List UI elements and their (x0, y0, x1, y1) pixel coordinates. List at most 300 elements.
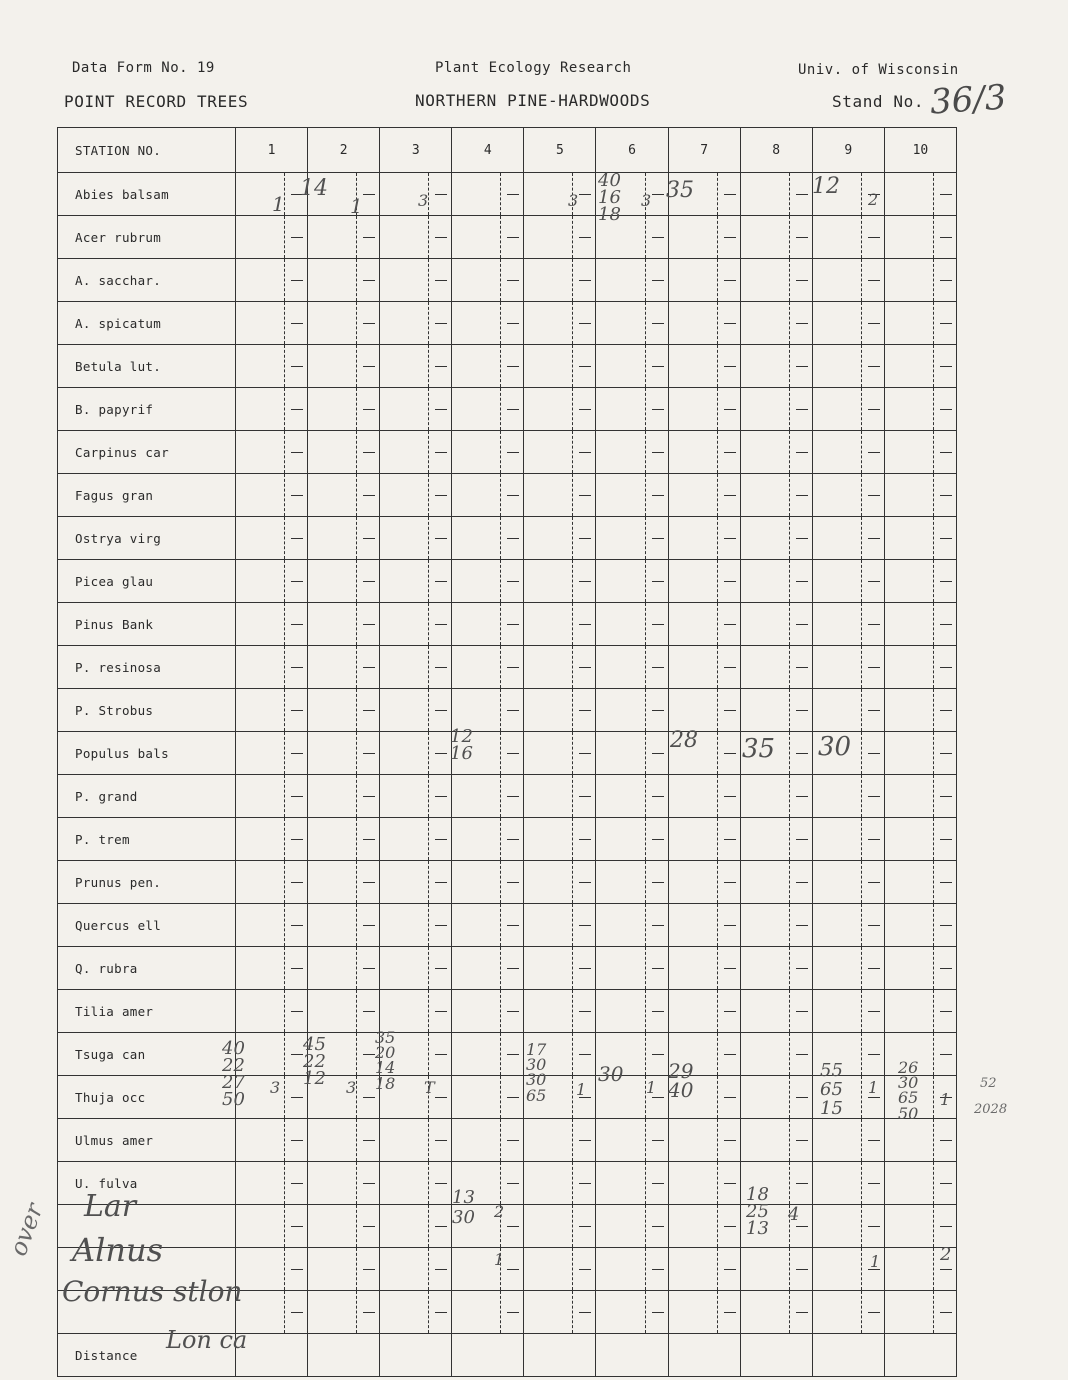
species-row (58, 947, 957, 990)
station-1: 1 (236, 128, 308, 173)
record-cell (884, 603, 956, 646)
record-cell (596, 388, 668, 431)
record-cell (740, 302, 812, 345)
record-cell (740, 646, 812, 689)
record-cell (236, 775, 308, 818)
record-cell (884, 1162, 956, 1205)
record-cell (452, 517, 524, 560)
form-title: POINT RECORD TREES (64, 92, 249, 111)
record-cell (308, 474, 380, 517)
record-cell (236, 345, 308, 388)
record-cell (380, 947, 452, 990)
record-cell (452, 775, 524, 818)
record-cell (812, 560, 884, 603)
record-cell (596, 1205, 668, 1248)
record-cell (668, 560, 740, 603)
record-cell (884, 646, 956, 689)
record-cell (308, 1119, 380, 1162)
species-label: Quercus ell (58, 904, 236, 947)
record-cell (236, 1248, 308, 1291)
species-label: Picea glau (58, 560, 236, 603)
record-cell (308, 1205, 380, 1248)
record-cell (524, 1291, 596, 1334)
hw-thuja-s6b: 1 (646, 1078, 657, 1097)
record-cell (380, 861, 452, 904)
species-row (58, 818, 957, 861)
hw-thuja-s1b: 3 (270, 1078, 281, 1097)
record-cell (308, 904, 380, 947)
distance-cell (380, 1334, 452, 1377)
record-cell (884, 1205, 956, 1248)
record-cell (380, 216, 452, 259)
record-cell (380, 1162, 452, 1205)
record-cell (452, 603, 524, 646)
record-cell (308, 689, 380, 732)
forest-type: NORTHERN PINE-HARDWOODS (415, 91, 651, 110)
record-cell (596, 990, 668, 1033)
record-cell (740, 1033, 812, 1076)
record-cell (740, 388, 812, 431)
distance-label: Distance (58, 1334, 236, 1377)
hw-abies-s9: 12 (812, 174, 840, 199)
species-row (58, 560, 957, 603)
record-cell (452, 646, 524, 689)
species-row (58, 388, 957, 431)
record-cell (524, 1162, 596, 1205)
station-header: STATION NO. (58, 128, 236, 173)
record-cell (308, 603, 380, 646)
hw-thuja-s9: 55 65 15 (820, 1060, 843, 1119)
record-cell (812, 1119, 884, 1162)
record-cell (884, 732, 956, 775)
species-label: Abies balsam (58, 173, 236, 216)
record-cell (596, 560, 668, 603)
station-4: 4 (452, 128, 524, 173)
record-cell (452, 1119, 524, 1162)
record-cell (812, 1291, 884, 1334)
record-cell (308, 732, 380, 775)
record-cell (740, 904, 812, 947)
record-cell (812, 646, 884, 689)
record-cell (740, 1076, 812, 1119)
species-label: Tsuga can (58, 1033, 236, 1076)
hw-row-lar: Lar (84, 1189, 137, 1224)
record-cell (740, 1248, 812, 1291)
record-cell (596, 474, 668, 517)
side-note-over: over (4, 1199, 49, 1260)
record-cell (308, 345, 380, 388)
species-label: Tilia amer (58, 990, 236, 1033)
record-cell (812, 517, 884, 560)
species-label: Thuja occ (58, 1076, 236, 1119)
record-cell (524, 646, 596, 689)
record-cell (524, 216, 596, 259)
record-cell (812, 1205, 884, 1248)
record-cell (452, 1033, 524, 1076)
record-cell (668, 1205, 740, 1248)
species-label: U. fulva (58, 1162, 236, 1205)
record-cell (668, 1119, 740, 1162)
record-cell (236, 1033, 308, 1076)
record-cell (740, 345, 812, 388)
record-cell (236, 990, 308, 1033)
record-cell (884, 775, 956, 818)
hw-thuja-s9b: 1 (868, 1078, 879, 1097)
research-title: Plant Ecology Research (435, 60, 632, 76)
record-cell (812, 818, 884, 861)
record-cell (236, 431, 308, 474)
record-cell (740, 775, 812, 818)
hw-abies-s5: 3 (568, 191, 579, 210)
distance-cell (884, 1334, 956, 1377)
record-cell (380, 302, 452, 345)
record-cell (596, 947, 668, 990)
record-cell (884, 1033, 956, 1076)
record-cell (380, 732, 452, 775)
record-cell (740, 1119, 812, 1162)
record-cell (740, 216, 812, 259)
record-cell (308, 947, 380, 990)
record-cell (380, 1205, 452, 1248)
record-cell (380, 474, 452, 517)
record-cell (596, 689, 668, 732)
record-cell (884, 560, 956, 603)
station-3: 3 (380, 128, 452, 173)
record-cell (524, 1248, 596, 1291)
record-cell (596, 603, 668, 646)
record-cell (596, 345, 668, 388)
hw-lar-s8: 18 25 13 (746, 1184, 769, 1240)
hw-lar-s4c: 1 (494, 1250, 505, 1269)
species-label: A. spicatum (58, 302, 236, 345)
record-cell (236, 861, 308, 904)
record-cell (668, 517, 740, 560)
record-cell (236, 388, 308, 431)
hw-thuja-s1: 40 22 27 50 (222, 1038, 245, 1111)
hw-populus-s8: 35 (742, 734, 776, 764)
record-cell (740, 259, 812, 302)
hw-distance-note: Lon ca (166, 1326, 248, 1354)
record-cell (596, 302, 668, 345)
station-8: 8 (740, 128, 812, 173)
record-cell (308, 1162, 380, 1205)
hw-row-cornus: Cornus stlon (62, 1275, 243, 1308)
record-cell (596, 1162, 668, 1205)
record-cell (668, 388, 740, 431)
species-row (58, 904, 957, 947)
record-cell (236, 689, 308, 732)
record-cell (812, 990, 884, 1033)
record-cell (308, 1248, 380, 1291)
hw-populus-s9: 30 (818, 732, 852, 762)
record-cell (380, 818, 452, 861)
record-cell (236, 732, 308, 775)
record-cell (524, 517, 596, 560)
distance-cell (524, 1334, 596, 1377)
record-cell (308, 431, 380, 474)
station-5: 5 (524, 128, 596, 173)
record-cell (812, 431, 884, 474)
species-label: P. grand (58, 775, 236, 818)
distance-cell (812, 1334, 884, 1377)
record-cell (452, 990, 524, 1033)
record-cell (524, 560, 596, 603)
record-cell (884, 1291, 956, 1334)
species-row (58, 216, 957, 259)
hw-thuja-s3: 35 20 14 18 (375, 1028, 396, 1093)
record-cell (380, 345, 452, 388)
record-cell (524, 474, 596, 517)
station-2: 2 (308, 128, 380, 173)
station-header-row (58, 128, 957, 173)
record-cell (740, 474, 812, 517)
record-cell (380, 904, 452, 947)
record-cell (308, 388, 380, 431)
record-cell (596, 1119, 668, 1162)
species-label: Acer rubrum (58, 216, 236, 259)
record-cell (668, 861, 740, 904)
record-cell (812, 775, 884, 818)
record-cell (524, 603, 596, 646)
hw-abies-s2: 14 (300, 176, 328, 201)
record-cell (884, 904, 956, 947)
distance-cell (452, 1334, 524, 1377)
record-cell (884, 431, 956, 474)
station-6: 6 (596, 128, 668, 173)
record-cell (668, 689, 740, 732)
record-cell (452, 474, 524, 517)
record-cell (452, 216, 524, 259)
hw-thuja-s6: 30 (598, 1062, 624, 1086)
species-label: P. trem (58, 818, 236, 861)
record-cell (668, 431, 740, 474)
extra-row (58, 1205, 957, 1248)
record-cell (596, 259, 668, 302)
stand-label: Stand No. (832, 92, 925, 111)
record-cell (884, 947, 956, 990)
record-cell (524, 947, 596, 990)
record-cell (884, 689, 956, 732)
station-10: 10 (884, 128, 956, 173)
record-cell (524, 904, 596, 947)
hw-thuja-s10b: 1 (940, 1090, 951, 1109)
record-cell (740, 517, 812, 560)
record-cell (452, 302, 524, 345)
record-cell (380, 388, 452, 431)
hw-abies-s1: 1 (272, 192, 285, 216)
record-cell (812, 947, 884, 990)
hw-lar-s4: 13 30 (452, 1187, 475, 1228)
distance-cell (596, 1334, 668, 1377)
record-cell (596, 1291, 668, 1334)
species-label: Carpinus car (58, 431, 236, 474)
record-cell (668, 302, 740, 345)
species-row (58, 431, 957, 474)
record-cell (596, 861, 668, 904)
stand-number: 36/3 (928, 77, 1008, 123)
record-cell (596, 1248, 668, 1291)
record-cell (308, 775, 380, 818)
species-row (58, 861, 957, 904)
record-cell (452, 904, 524, 947)
hw-abies-s6b: 3 (641, 191, 652, 210)
record-cell (452, 1076, 524, 1119)
record-cell (884, 259, 956, 302)
hw-alnus-s10: 2 (940, 1244, 952, 1265)
record-cell (236, 259, 308, 302)
record-cell (452, 1248, 524, 1291)
record-cell (884, 517, 956, 560)
species-label: P. resinosa (58, 646, 236, 689)
record-cell (596, 732, 668, 775)
record-cell (380, 1291, 452, 1334)
species-label: Populus bals (58, 732, 236, 775)
record-cell (884, 388, 956, 431)
species-row (58, 603, 957, 646)
record-cell (596, 517, 668, 560)
record-cell (668, 474, 740, 517)
hw-lar-s4b: 2 (494, 1202, 505, 1221)
record-cell (308, 990, 380, 1033)
species-label: Fagus gran (58, 474, 236, 517)
record-cell (740, 560, 812, 603)
record-cell (668, 1291, 740, 1334)
record-cell (812, 216, 884, 259)
hw-alnus-s9: 1 (870, 1252, 881, 1271)
hw-populus-s4: 12 16 (450, 726, 473, 765)
hw-thuja-s10: 26 30 65 50 (898, 1058, 919, 1123)
record-cell (812, 388, 884, 431)
record-cell (596, 904, 668, 947)
species-row (58, 1162, 957, 1205)
record-cell (380, 775, 452, 818)
record-cell (308, 216, 380, 259)
record-cell (236, 818, 308, 861)
record-cell (812, 904, 884, 947)
record-cell (452, 1291, 524, 1334)
record-cell (668, 1162, 740, 1205)
hw-thuja-s7: 29 40 (668, 1059, 694, 1102)
record-cell (596, 775, 668, 818)
hw-thuja-s2b: 3 (346, 1078, 357, 1097)
record-cell (236, 216, 308, 259)
record-cell (308, 818, 380, 861)
hw-thuja-s5b: 1 (576, 1080, 587, 1099)
record-cell (884, 345, 956, 388)
record-cell (668, 990, 740, 1033)
record-cell (668, 818, 740, 861)
species-row (58, 990, 957, 1033)
species-row (58, 689, 957, 732)
record-cell (740, 173, 812, 216)
record-cell (524, 1205, 596, 1248)
species-row (58, 646, 957, 689)
record-cell (812, 474, 884, 517)
record-cell (668, 216, 740, 259)
record-cell (236, 474, 308, 517)
record-cell (884, 173, 956, 216)
species-label: P. Strobus (58, 689, 236, 732)
hw-populus-s7: 28 (670, 728, 698, 753)
record-cell (380, 517, 452, 560)
record-cell (884, 216, 956, 259)
record-cell (452, 947, 524, 990)
record-cell (380, 1119, 452, 1162)
species-label: Ulmus amer (58, 1119, 236, 1162)
record-cell (884, 474, 956, 517)
species-row (58, 474, 957, 517)
hw-lar-s8b: 4 (788, 1204, 800, 1225)
record-cell (524, 689, 596, 732)
record-cell (524, 431, 596, 474)
record-cell (884, 1119, 956, 1162)
record-cell (236, 947, 308, 990)
record-cell (452, 560, 524, 603)
record-cell (668, 775, 740, 818)
record-cell (452, 259, 524, 302)
record-cell (236, 560, 308, 603)
station-7: 7 (668, 128, 740, 173)
species-label: A. sacchar. (58, 259, 236, 302)
record-cell (236, 1162, 308, 1205)
distance-cell (668, 1334, 740, 1377)
record-cell (236, 603, 308, 646)
species-row (58, 517, 957, 560)
species-row (58, 345, 957, 388)
record-cell (524, 173, 596, 216)
record-cell (668, 259, 740, 302)
record-cell (380, 990, 452, 1033)
record-cell (740, 990, 812, 1033)
record-cell (236, 904, 308, 947)
record-cell (812, 689, 884, 732)
record-cell (380, 689, 452, 732)
form-number: Data Form No. 19 (72, 60, 215, 76)
record-cell (380, 259, 452, 302)
record-cell (308, 1291, 380, 1334)
record-cell (884, 990, 956, 1033)
record-cell (884, 302, 956, 345)
station-9: 9 (812, 128, 884, 173)
species-label: Q. rubra (58, 947, 236, 990)
record-cell (524, 259, 596, 302)
record-cell (380, 1248, 452, 1291)
record-cell (740, 861, 812, 904)
record-cell (308, 259, 380, 302)
hw-thuja-s5: 17 30 30 65 (526, 1040, 547, 1105)
record-cell (740, 603, 812, 646)
record-cell (452, 861, 524, 904)
record-cell (812, 345, 884, 388)
species-row (58, 1119, 957, 1162)
species-row (58, 259, 957, 302)
record-cell (740, 818, 812, 861)
record-cell (380, 646, 452, 689)
record-cell (524, 990, 596, 1033)
record-cell (452, 173, 524, 216)
record-cell (812, 259, 884, 302)
species-label: Prunus pen. (58, 861, 236, 904)
record-cell (668, 646, 740, 689)
species-row (58, 302, 957, 345)
record-cell (740, 1291, 812, 1334)
record-cell (668, 603, 740, 646)
record-cell (236, 517, 308, 560)
record-cell (236, 1119, 308, 1162)
record-cell (812, 603, 884, 646)
record-cell (380, 173, 452, 216)
distance-cell (740, 1334, 812, 1377)
